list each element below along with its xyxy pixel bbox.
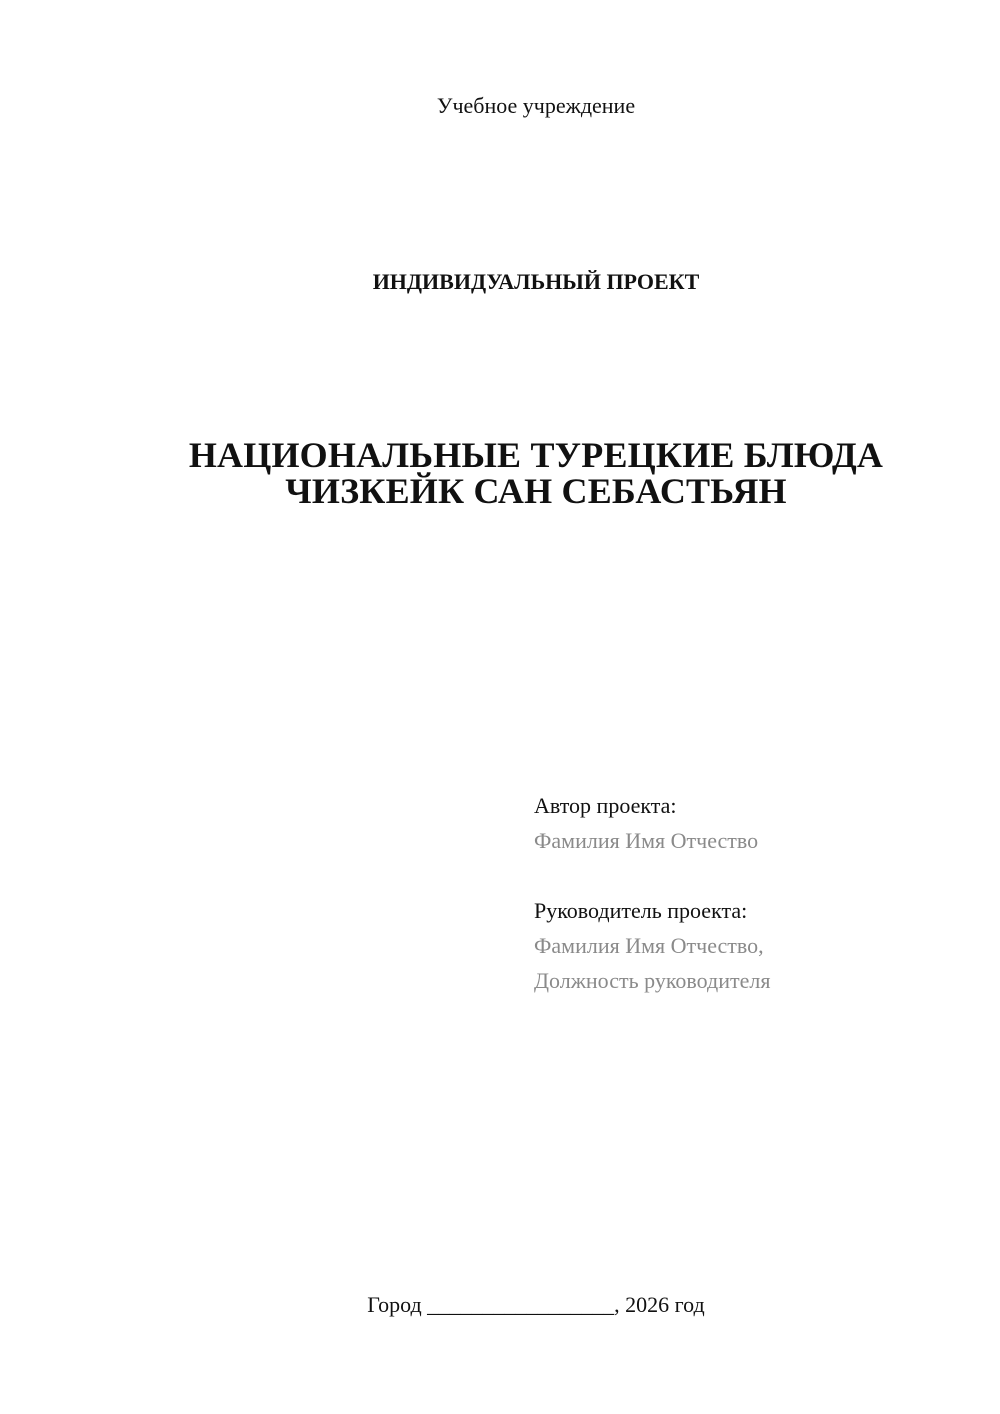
supervisor-name-placeholder: Фамилия Имя Отчество, (534, 933, 764, 958)
project-title-line-2: ЧИЗКЕЙК САН СЕБАСТЬЯН (285, 471, 787, 511)
spacer (534, 858, 770, 893)
project-type-heading: ИНДИВИДУАЛЬНЫЙ ПРОЕКТ (372, 269, 700, 294)
supervisor-label: Руководитель проекта: (534, 898, 748, 923)
institution-name: Учебное учреждение (436, 93, 636, 118)
project-title-line-1: НАЦИОНАЛЬНЫЕ ТУРЕЦКИЕ БЛЮДА (188, 435, 884, 475)
project-credits (534, 788, 770, 998)
supervisor-position-placeholder: Должность руководителя (534, 968, 771, 993)
project-title (0, 437, 1000, 509)
author-label: Автор проекта: (534, 793, 677, 818)
author-name-placeholder: Фамилия Имя Отчество (534, 828, 759, 853)
city-year-footer: Город _________________, 2026 год (367, 1292, 705, 1317)
